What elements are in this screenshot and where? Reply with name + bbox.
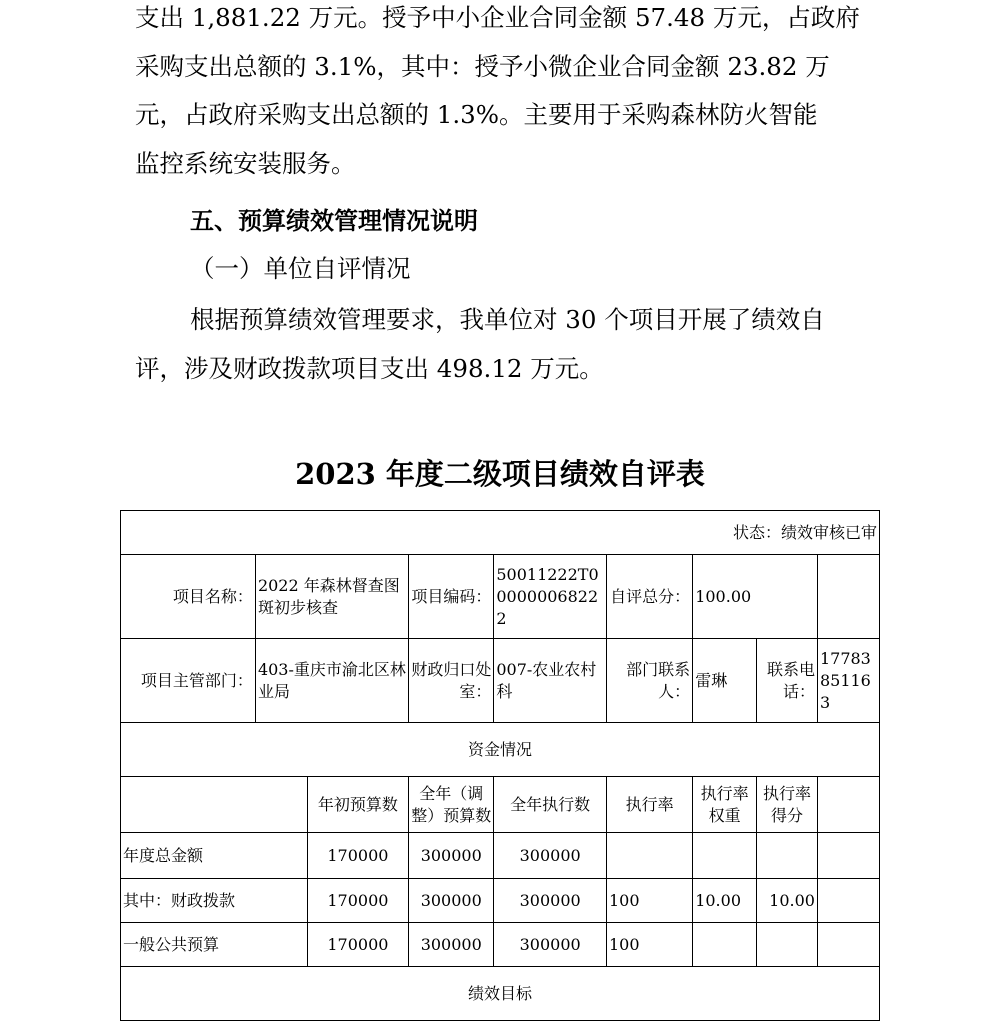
- phone-label: 联系电话：: [757, 639, 818, 723]
- table-cell: 100: [606, 879, 692, 923]
- self-eval-table: [120, 510, 880, 1021]
- empty-cell: [121, 777, 308, 833]
- row-label: 一般公共预算: [121, 923, 308, 967]
- table-row: [121, 879, 880, 923]
- table-cell: [693, 833, 757, 879]
- table-cell: [757, 923, 818, 967]
- text-line: 采购支出总额的 3.1%，其中：授予小微企业合同金额 23.82 万: [135, 51, 830, 81]
- empty-cell: [817, 777, 879, 833]
- subsection-heading: （一）单位自评情况: [190, 254, 411, 283]
- contact-value: 雷琳: [693, 639, 757, 723]
- score-label: 自评总分：: [606, 555, 692, 639]
- contact-label: 部门联系人：: [606, 639, 692, 723]
- column-header: 执行率: [606, 777, 692, 833]
- table-cell: 300000: [409, 923, 494, 967]
- text-line: 根据预算绩效管理要求，我单位对 30 个项目开展了绩效自: [190, 305, 825, 334]
- table-cell: 10.00: [757, 879, 818, 923]
- table-cell: 170000: [307, 923, 408, 967]
- text-line: 支出 1,881.22 万元。授予中小企业合同金额 57.48 万元，占政府: [135, 3, 860, 32]
- paragraph-self-eval: [135, 296, 875, 393]
- empty-cell: [817, 833, 879, 879]
- status-badge: 状态：绩效审核已审: [121, 511, 880, 555]
- phone-value: 17783851163: [817, 639, 879, 723]
- table-row: [121, 923, 880, 967]
- column-header: 执行率权重: [693, 777, 757, 833]
- finance-office-label: 财政归口处室：: [409, 639, 494, 723]
- column-header: 全年执行数: [494, 777, 607, 833]
- text-line: 元，占政府采购支出总额的 1.3%。主要用于采购森林防火智能: [135, 100, 818, 129]
- dept-label: 项目主管部门：: [121, 639, 256, 723]
- table-cell: 300000: [494, 923, 607, 967]
- table-cell: [606, 833, 692, 879]
- table-cell: [757, 833, 818, 879]
- table-cell: 300000: [409, 879, 494, 923]
- section-heading: 五、预算绩效管理情况说明: [190, 207, 478, 235]
- table-cell: 300000: [409, 833, 494, 879]
- column-header: 全年（调整）预算数: [409, 777, 494, 833]
- table-cell: [693, 923, 757, 967]
- table-cell: 100: [606, 923, 692, 967]
- empty-cell: [817, 923, 879, 967]
- funds-section-header: 资金情况: [121, 723, 880, 777]
- table-title: 2023 年度二级项目绩效自评表: [295, 457, 705, 491]
- table-cell: 300000: [494, 879, 607, 923]
- row-label: 年度总金额: [121, 833, 308, 879]
- column-header: 年初预算数: [307, 777, 408, 833]
- project-name-value: 2022 年森林督查图斑初步核查: [255, 555, 408, 639]
- table-cell: 170000: [307, 833, 408, 879]
- project-code-label: 项目编码：: [409, 555, 494, 639]
- text-line: 监控系统安装服务。: [135, 148, 356, 178]
- table-cell: 300000: [494, 833, 607, 879]
- row-label: 其中：财政拨款: [121, 879, 308, 923]
- table-cell: 10.00: [693, 879, 757, 923]
- paragraph-procurement: [135, 0, 875, 188]
- table-cell: 170000: [307, 879, 408, 923]
- dept-value: 403-重庆市渝北区林业局: [255, 639, 408, 723]
- score-value: 100.00: [693, 555, 818, 639]
- finance-office-value: 007-农业农村科: [494, 639, 607, 723]
- project-name-label: 项目名称：: [121, 555, 256, 639]
- perf-section-header: 绩效目标: [121, 967, 880, 1021]
- text-line: 评，涉及财政拨款项目支出 498.12 万元。: [135, 353, 604, 383]
- empty-cell: [817, 555, 879, 639]
- empty-cell: [817, 879, 879, 923]
- table-row: [121, 833, 880, 879]
- project-code-value: 50011222T000000068222: [494, 555, 607, 639]
- column-header: 执行率得分: [757, 777, 818, 833]
